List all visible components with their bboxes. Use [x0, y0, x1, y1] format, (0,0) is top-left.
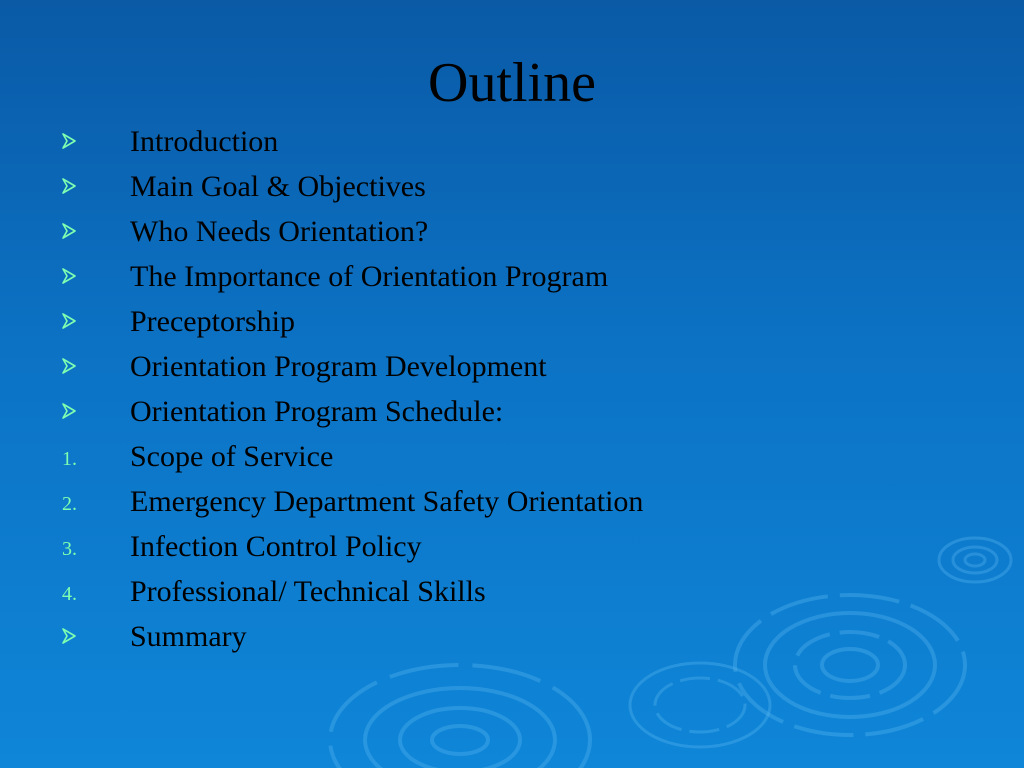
arrow-bullet-icon — [62, 178, 102, 194]
list-number: 3. — [62, 538, 77, 560]
list-item-text: Infection Control Policy — [130, 530, 422, 563]
list-number: 2. — [62, 493, 77, 515]
list-item-text: Professional/ Technical Skills — [130, 575, 486, 608]
arrow-bullet-icon — [62, 133, 102, 149]
arrow-bullet-icon — [62, 628, 102, 644]
list-item-text: Introduction — [130, 125, 279, 158]
list-item-text: Summary — [130, 620, 247, 653]
list-item — [0, 300, 1024, 345]
list-item-text: Scope of Service — [130, 440, 334, 473]
list-item — [0, 165, 1024, 210]
arrow-bullet-icon — [62, 223, 102, 239]
arrow-bullet-icon — [62, 313, 102, 329]
list-item — [0, 615, 1024, 660]
list-item-text: Main Goal & Objectives — [130, 170, 426, 203]
list-item — [0, 570, 1024, 615]
list-item-text: Emergency Department Safety Orientation — [130, 485, 644, 518]
list-item — [0, 525, 1024, 570]
outline-list — [0, 120, 1024, 660]
list-item — [0, 120, 1024, 165]
list-item — [0, 210, 1024, 255]
list-item — [0, 480, 1024, 525]
slide-title: Outline — [428, 52, 596, 114]
list-number: 1. — [62, 448, 77, 470]
list-item-text: Orientation Program Schedule: — [130, 395, 504, 428]
list-item — [0, 345, 1024, 390]
list-item — [0, 435, 1024, 480]
list-item-text: Preceptorship — [130, 305, 295, 338]
arrow-bullet-icon — [62, 268, 102, 284]
list-item-text: Orientation Program Development — [130, 350, 547, 383]
list-number: 4. — [62, 583, 77, 605]
list-item-text: The Importance of Orientation Program — [130, 260, 609, 293]
list-item — [0, 390, 1024, 435]
list-item — [0, 255, 1024, 300]
arrow-bullet-icon — [62, 403, 102, 419]
list-item-text: Who Needs Orientation? — [130, 215, 429, 248]
arrow-bullet-icon — [62, 358, 102, 374]
